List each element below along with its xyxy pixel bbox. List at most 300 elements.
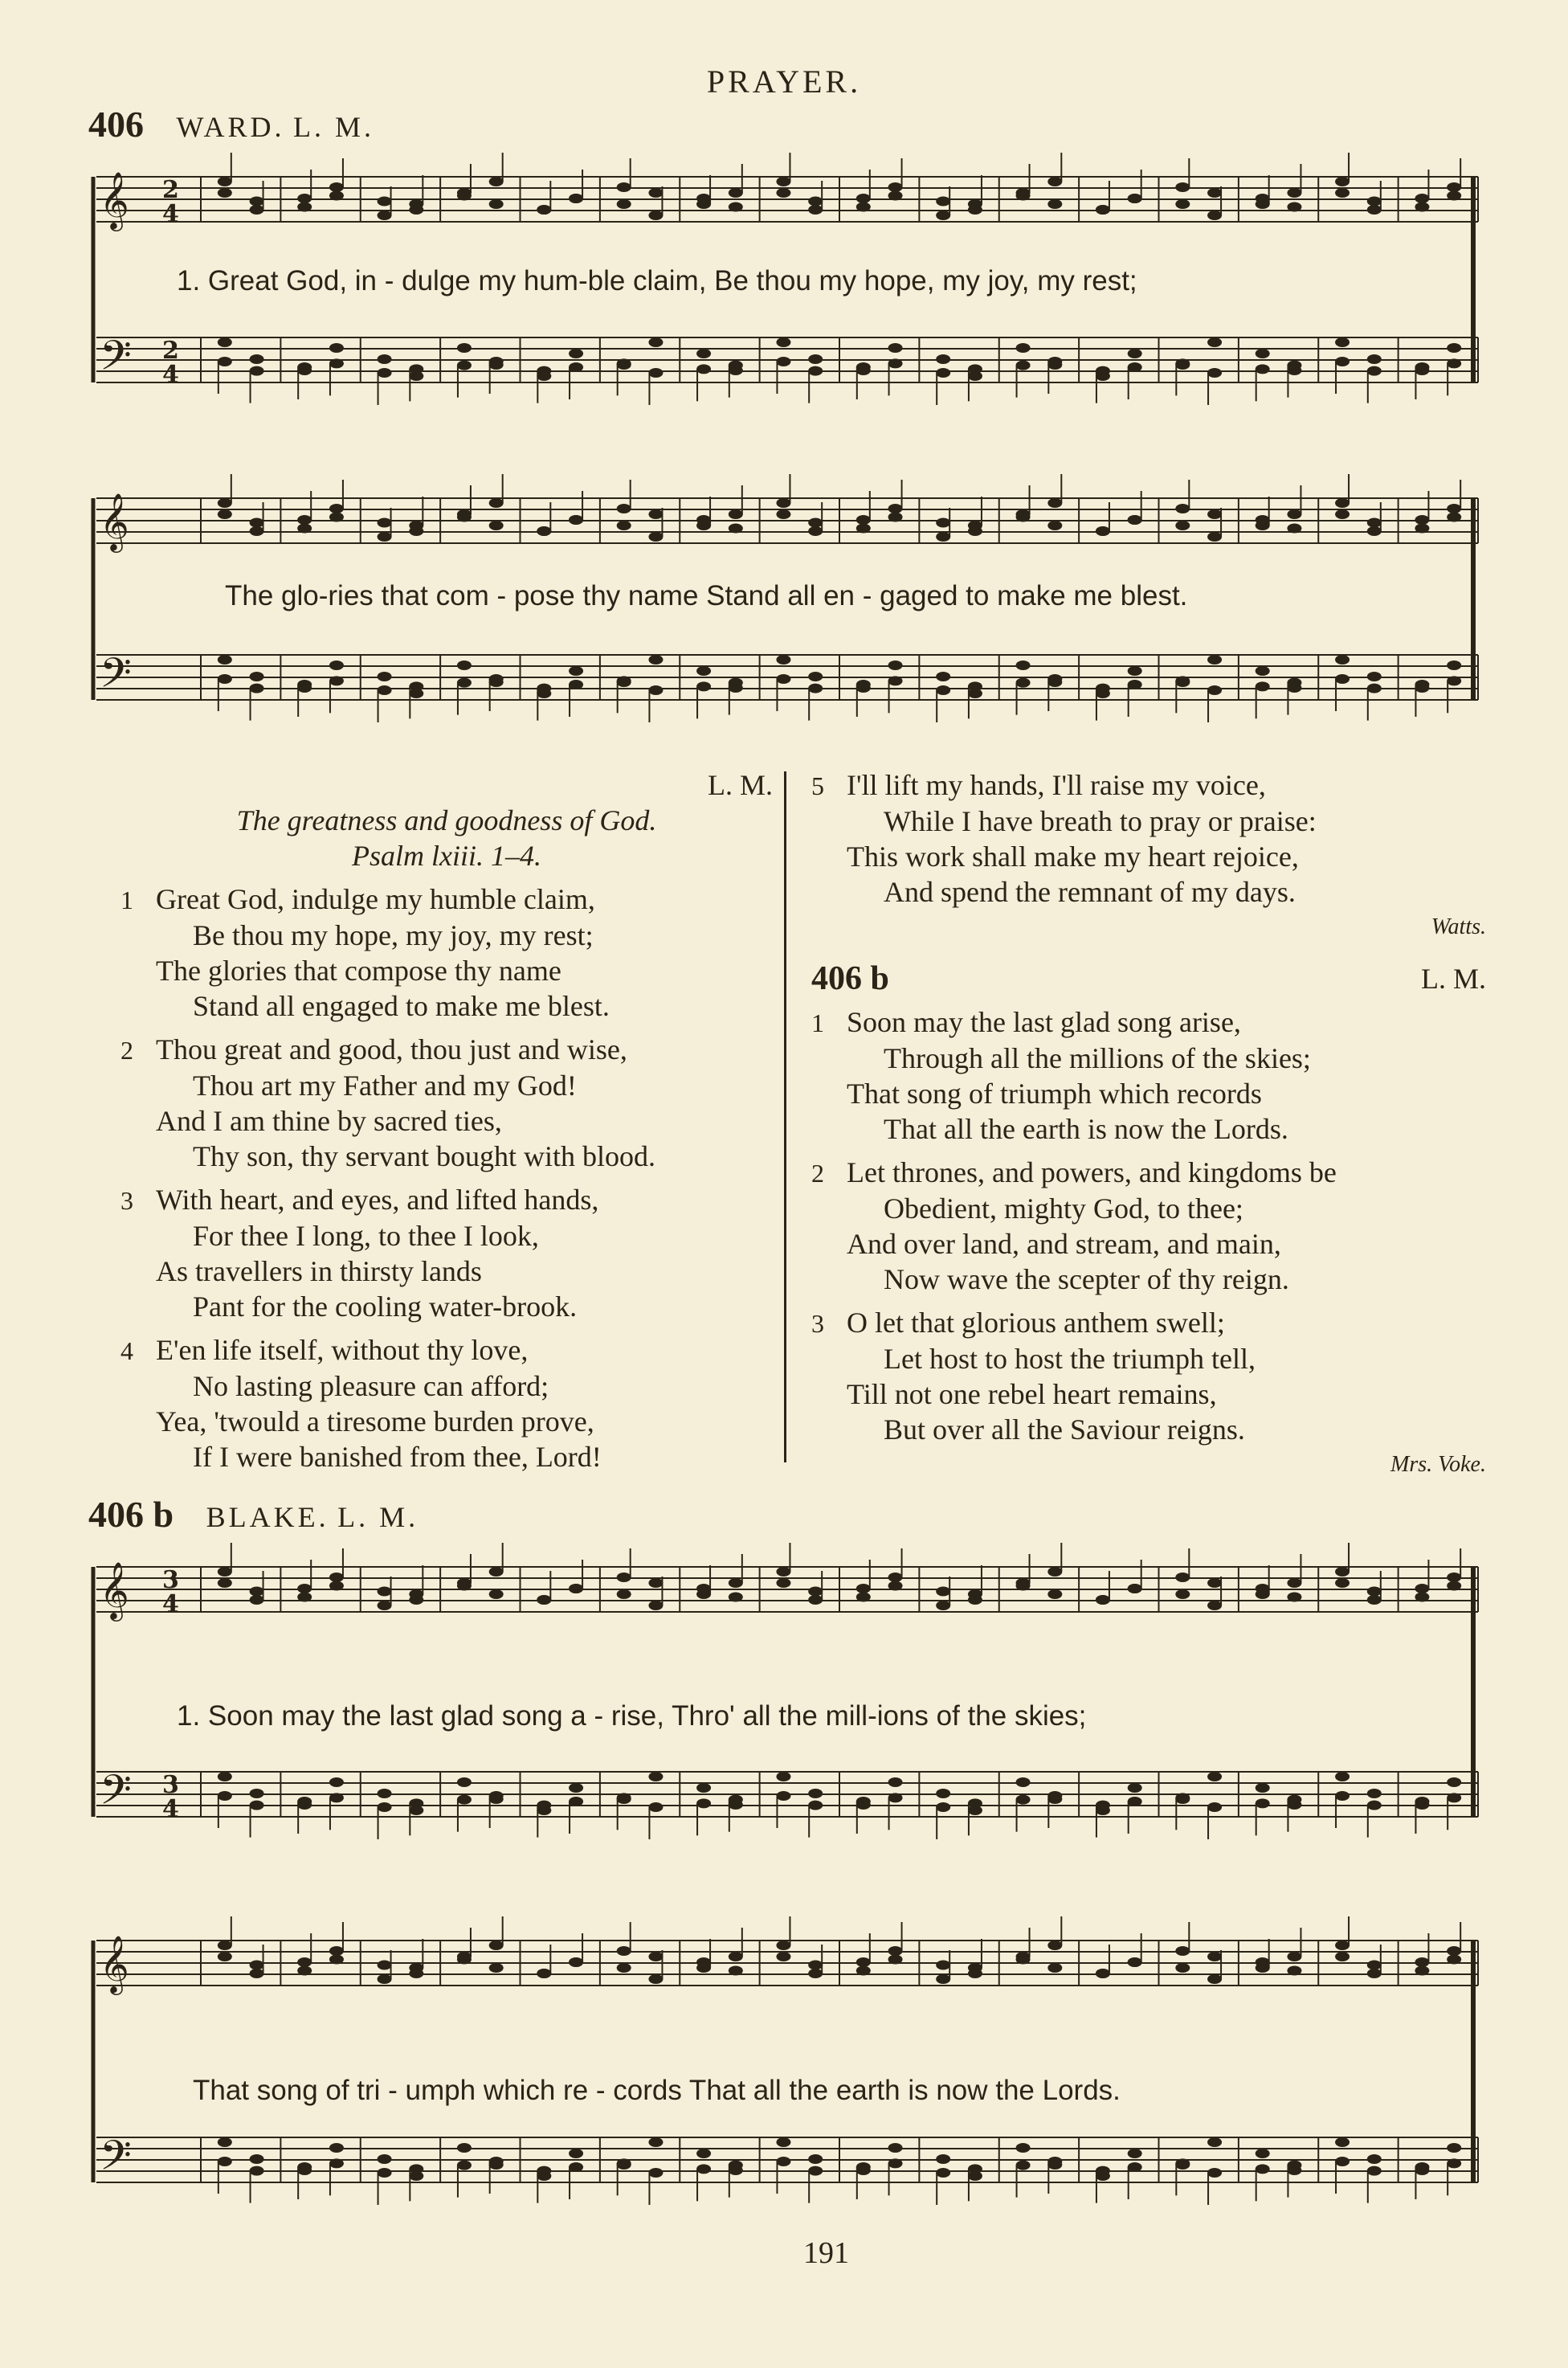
note-head — [1287, 524, 1301, 534]
note-head — [218, 498, 232, 508]
note-head — [489, 199, 504, 209]
note-head — [1207, 1802, 1222, 1812]
note-head — [617, 1963, 631, 1973]
note-head — [968, 526, 982, 536]
note-head — [1447, 343, 1461, 353]
note-head — [329, 182, 344, 192]
tune-meter: L. M. — [293, 111, 374, 143]
note-head — [297, 362, 312, 372]
note-head — [1128, 1957, 1142, 1967]
note-head — [776, 1578, 790, 1588]
note-head — [1367, 1587, 1382, 1597]
note-head — [648, 655, 663, 665]
lyrics-line-3: 1. Soon may the last glad song a - rise, Thro' all the mill-ions of the skies; — [177, 1700, 1087, 1732]
note-head — [1047, 1941, 1062, 1950]
note-head — [936, 2154, 950, 2164]
note-head — [808, 1969, 823, 1978]
note-head — [648, 532, 663, 542]
note-head — [1335, 177, 1350, 186]
note-head — [409, 205, 423, 215]
note-head — [250, 1595, 264, 1605]
note-head — [1287, 202, 1301, 212]
verse-line: 1 Great God, indulge my humble claim, — [120, 881, 773, 918]
note-head — [250, 2154, 264, 2164]
note-head — [936, 211, 950, 220]
note-head — [1335, 1567, 1350, 1577]
note-head — [648, 1974, 663, 1984]
note-head — [329, 1793, 344, 1802]
note-head — [1207, 337, 1222, 347]
verse-line: That all the earth is now the Lords. — [884, 1113, 1288, 1145]
verse-line: That song of triumph which records — [847, 1078, 1262, 1110]
verse-1 — [120, 881, 773, 1024]
note-head — [1367, 354, 1382, 364]
note-head — [696, 515, 711, 525]
note-head — [329, 2158, 344, 2168]
note-head — [218, 1578, 232, 1588]
note-head — [1335, 674, 1350, 684]
note-head — [729, 361, 743, 370]
note-head — [1128, 2162, 1142, 2172]
hymn-text-right — [811, 767, 1486, 1483]
time-signature-top: 2 — [162, 176, 179, 204]
note-head — [537, 2166, 551, 2176]
verse-number: 2 — [811, 1159, 824, 1188]
verse-line: But over all the Saviour reigns. — [884, 1413, 1245, 1446]
note-head — [1016, 361, 1031, 370]
note-head — [1175, 1946, 1190, 1956]
note-head — [297, 194, 312, 203]
note-head — [1047, 1589, 1062, 1599]
note-head — [968, 1798, 982, 1808]
note-head — [1415, 1957, 1429, 1967]
note-head — [1287, 2161, 1301, 2170]
note-head — [329, 358, 344, 368]
treble-clef-icon: 𝄞 — [100, 492, 129, 550]
note-head — [1128, 194, 1142, 203]
note-head — [250, 672, 264, 681]
note-head — [489, 1941, 504, 1950]
note-head — [1128, 666, 1142, 676]
tune-header-blake — [88, 1493, 419, 1536]
note-head — [617, 1573, 631, 1582]
note-head — [378, 1974, 392, 1984]
time-signature-top: 3 — [162, 1566, 179, 1594]
note-head — [329, 1573, 344, 1582]
time-signature-bottom: 4 — [162, 1590, 179, 1618]
verse-5 — [811, 767, 1486, 910]
note-head — [537, 1595, 551, 1605]
note-head — [1207, 1772, 1222, 1781]
note-head — [648, 2137, 663, 2147]
note-head — [1367, 1801, 1382, 1810]
note-head — [250, 2166, 264, 2176]
time-signature-bottom: 4 — [162, 1795, 179, 1823]
note-head — [1256, 1584, 1270, 1593]
note-head — [648, 1802, 663, 1812]
note-head — [1047, 177, 1062, 186]
verse-line: Thou art my Father and my God! — [193, 1069, 577, 1102]
note-head — [1047, 498, 1062, 508]
note-head — [776, 674, 790, 684]
note-head — [378, 1802, 392, 1812]
note-head — [250, 684, 264, 693]
note-head — [489, 498, 504, 508]
note-head — [1256, 2149, 1270, 2158]
note-head — [218, 337, 232, 347]
verse-number: 2 — [120, 1036, 133, 1065]
note-head — [1207, 509, 1222, 519]
note-head — [888, 358, 903, 368]
note-head — [1128, 362, 1142, 372]
note-head — [1128, 349, 1142, 358]
note-head — [489, 1963, 504, 1973]
note-head — [1207, 532, 1222, 542]
note-head — [569, 194, 583, 203]
note-head — [856, 2162, 871, 2172]
note-head — [808, 2154, 823, 2164]
note-head — [1447, 1777, 1461, 1787]
note-head — [489, 1791, 504, 1801]
hymn-meter: L. M. — [708, 769, 773, 801]
note-head — [409, 1969, 423, 1978]
note-head — [457, 1777, 472, 1787]
note-head — [1175, 521, 1190, 530]
note-head — [1335, 2157, 1350, 2166]
note-head — [1335, 337, 1350, 347]
verse-number: 5 — [811, 771, 824, 800]
note-head — [1367, 526, 1382, 536]
note-head — [489, 2157, 504, 2166]
time-signature-bottom: 4 — [162, 361, 179, 389]
note-head — [1016, 513, 1031, 522]
note-head — [489, 1567, 504, 1577]
section-title: PRAYER. — [706, 63, 862, 100]
note-head — [1367, 1789, 1382, 1798]
note-head — [1367, 1961, 1382, 1970]
note-head — [1415, 194, 1429, 203]
note-head — [1335, 188, 1350, 198]
note-head — [936, 1601, 950, 1610]
note-head — [1415, 202, 1429, 212]
note-head — [378, 1789, 392, 1798]
note-head — [409, 2164, 423, 2174]
note-head — [569, 1783, 583, 1793]
note-head — [537, 684, 551, 693]
note-head — [329, 1946, 344, 1956]
note-head — [409, 681, 423, 691]
note-head — [218, 188, 232, 198]
note-head — [696, 1798, 711, 1808]
note-head — [1367, 684, 1382, 693]
note-head — [808, 366, 823, 376]
verse-line: Let host to host the triumph tell, — [884, 1343, 1256, 1375]
note-head — [329, 676, 344, 685]
note-head — [329, 504, 344, 513]
note-head — [1287, 1966, 1301, 1976]
note-head — [729, 2161, 743, 2170]
note-head — [617, 1946, 631, 1956]
note-head — [457, 191, 472, 201]
note-head — [808, 1587, 823, 1597]
note-head — [1415, 2162, 1429, 2172]
note-head — [617, 2158, 631, 2168]
note-head — [329, 1955, 344, 1965]
note-head — [1367, 2154, 1382, 2164]
note-head — [729, 1578, 743, 1588]
note-head — [776, 498, 790, 508]
note-head — [1207, 1601, 1222, 1610]
note-head — [569, 2149, 583, 2158]
note-head — [329, 343, 344, 353]
note-head — [617, 504, 631, 513]
note-head — [1335, 498, 1350, 508]
note-head — [936, 1802, 950, 1812]
note-head — [1447, 1946, 1461, 1956]
note-head — [856, 1966, 871, 1976]
note-head — [1287, 361, 1301, 370]
music-system-blake-2 — [88, 1904, 1494, 2242]
note-head — [297, 524, 312, 534]
hymn-header-406b — [811, 961, 1486, 996]
note-head — [1016, 191, 1031, 201]
verse-line: While I have breath to pray or praise: — [884, 805, 1317, 837]
note-head — [1016, 661, 1031, 670]
note-head — [888, 513, 903, 522]
note-head — [888, 2143, 903, 2153]
note-head — [329, 513, 344, 522]
note-head — [856, 1593, 871, 1602]
note-head — [489, 177, 504, 186]
note-head — [1016, 2161, 1031, 2170]
verse-line: 1 Soon may the last glad song arise, — [811, 1004, 1486, 1041]
note-head — [569, 2162, 583, 2172]
note-head — [856, 1797, 871, 1806]
note-head — [457, 1581, 472, 1591]
verse-line: 4 E'en life itself, without thy love, — [120, 1332, 773, 1368]
verse-line: This work shall make my heart rejoice, — [847, 840, 1299, 873]
note-head — [808, 526, 823, 536]
note-head — [1175, 504, 1190, 513]
note-head — [776, 1567, 790, 1577]
note-head — [1207, 1952, 1222, 1961]
note-head — [297, 1797, 312, 1806]
note-head — [1128, 1797, 1142, 1806]
verse-line: And spend the remnant of my days. — [884, 876, 1296, 908]
note-head — [776, 177, 790, 186]
hymn-meter: L. M. — [1421, 963, 1486, 995]
note-head — [457, 2161, 472, 2170]
note-head — [569, 349, 583, 358]
note-head — [936, 1961, 950, 1970]
note-head — [218, 1941, 232, 1950]
note-head — [457, 343, 472, 353]
note-head — [537, 1969, 551, 1978]
note-head — [457, 661, 472, 670]
note-head — [569, 680, 583, 689]
note-head — [297, 1957, 312, 1967]
note-head — [856, 194, 871, 203]
note-head — [1335, 2137, 1350, 2147]
note-head — [537, 205, 551, 215]
note-head — [1175, 199, 1190, 209]
note-head — [537, 526, 551, 536]
note-head — [1047, 1567, 1062, 1577]
note-head — [1335, 509, 1350, 519]
note-head — [936, 518, 950, 528]
note-head — [250, 197, 264, 207]
note-head — [936, 1789, 950, 1798]
note-head — [888, 182, 903, 192]
verse-number: 4 — [120, 1336, 133, 1365]
note-head — [297, 2162, 312, 2172]
note-head — [696, 681, 711, 691]
time-signature-top: 3 — [162, 1771, 179, 1799]
note-head — [1335, 1952, 1350, 1961]
note-head — [489, 521, 504, 530]
note-head — [1016, 1955, 1031, 1965]
note-head — [250, 205, 264, 215]
note-head — [218, 509, 232, 519]
page-number: 191 — [803, 2236, 849, 2270]
note-head — [729, 202, 743, 212]
note-head — [569, 362, 583, 372]
note-head — [329, 1581, 344, 1591]
note-head — [1128, 1783, 1142, 1793]
time-signature-bottom: 4 — [162, 200, 179, 228]
note-head — [1016, 343, 1031, 353]
note-head — [1447, 1793, 1461, 1802]
verse-line: As travellers in thirsty lands — [156, 1255, 482, 1287]
verse-line: Be thou my hope, my joy, my rest; — [193, 919, 594, 951]
tune-name: BLAKE. — [206, 1501, 329, 1533]
note-head — [968, 364, 982, 374]
note-head — [1128, 680, 1142, 689]
note-head — [1335, 357, 1350, 366]
note-head — [569, 666, 583, 676]
note-head — [1256, 2164, 1270, 2174]
note-head — [1096, 2166, 1110, 2176]
note-head — [1047, 1963, 1062, 1973]
note-head — [808, 672, 823, 681]
note-head — [888, 1573, 903, 1582]
note-head — [696, 364, 711, 374]
note-head — [936, 1974, 950, 1984]
tune-number: 406 — [88, 104, 144, 145]
hymn-number: 406 b — [811, 960, 889, 997]
note-head — [729, 524, 743, 534]
note-head — [776, 188, 790, 198]
note-head — [888, 1955, 903, 1965]
note-head — [1016, 2143, 1031, 2153]
note-head — [776, 1952, 790, 1961]
note-head — [729, 678, 743, 688]
note-head — [936, 532, 950, 542]
note-head — [1287, 1795, 1301, 1805]
note-head — [378, 354, 392, 364]
note-head — [1207, 685, 1222, 695]
note-head — [1415, 1584, 1429, 1593]
note-head — [729, 188, 743, 198]
note-head — [696, 1584, 711, 1593]
note-head — [888, 1946, 903, 1956]
note-head — [250, 1587, 264, 1597]
verse-3 — [120, 1182, 773, 1324]
note-head — [378, 211, 392, 220]
verse-line: 5 I'll lift my hands, I'll raise my voice, — [811, 767, 1486, 804]
note-head — [1335, 1941, 1350, 1950]
note-head — [1415, 1797, 1429, 1806]
note-head — [378, 197, 392, 207]
note-head — [250, 1961, 264, 1970]
note-head — [297, 680, 312, 689]
column-divider — [784, 771, 786, 1462]
note-head — [1207, 2168, 1222, 2178]
note-head — [856, 362, 871, 372]
verse-2 — [811, 1155, 1486, 1297]
scripture-reference: Psalm lxiii. 1–4. — [352, 840, 541, 872]
note-head — [489, 674, 504, 684]
note-head — [776, 357, 790, 366]
note-head — [1016, 1777, 1031, 1787]
music-system-ward-2 — [88, 458, 1494, 771]
verse-line: 3 O let that glorious anthem swell; — [811, 1305, 1486, 1341]
note-head — [1207, 655, 1222, 665]
note-head — [457, 361, 472, 370]
note-head — [457, 513, 472, 522]
bass-clef-icon: 𝄢 — [100, 2131, 132, 2190]
note-head — [968, 2164, 982, 2174]
note-head — [1175, 2158, 1190, 2168]
note-head — [250, 1789, 264, 1798]
note-head — [1256, 349, 1270, 358]
note-head — [808, 205, 823, 215]
note-head — [1175, 1793, 1190, 1802]
note-head — [617, 199, 631, 209]
note-head — [250, 1969, 264, 1978]
note-head — [1047, 2157, 1062, 2166]
note-head — [1367, 205, 1382, 215]
note-head — [808, 684, 823, 693]
note-head — [297, 202, 312, 212]
verse-line: If I were banished from thee, Lord! — [193, 1441, 602, 1473]
note-head — [1175, 1963, 1190, 1973]
note-head — [329, 191, 344, 201]
note-head — [808, 1961, 823, 1970]
note-head — [1096, 1969, 1110, 1978]
note-head — [856, 1584, 871, 1593]
note-head — [250, 1801, 264, 1810]
note-head — [218, 1567, 232, 1577]
note-head — [888, 504, 903, 513]
note-head — [329, 661, 344, 670]
note-head — [936, 197, 950, 207]
verse-line: Pant for the cooling water-brook. — [193, 1290, 578, 1323]
note-head — [936, 368, 950, 378]
note-head — [329, 1777, 344, 1787]
note-head — [1287, 1578, 1301, 1588]
note-head — [1335, 1791, 1350, 1801]
verse-line: And over land, and stream, and main, — [847, 1228, 1281, 1260]
note-head — [968, 681, 982, 691]
note-head — [297, 1966, 312, 1976]
note-head — [1367, 518, 1382, 528]
note-head — [218, 2137, 232, 2147]
hymn-subtitle: The greatness and goodness of God. — [236, 804, 657, 836]
note-head — [648, 2168, 663, 2178]
verse-line: The glories that compose thy name — [156, 955, 561, 987]
note-head — [537, 1801, 551, 1810]
